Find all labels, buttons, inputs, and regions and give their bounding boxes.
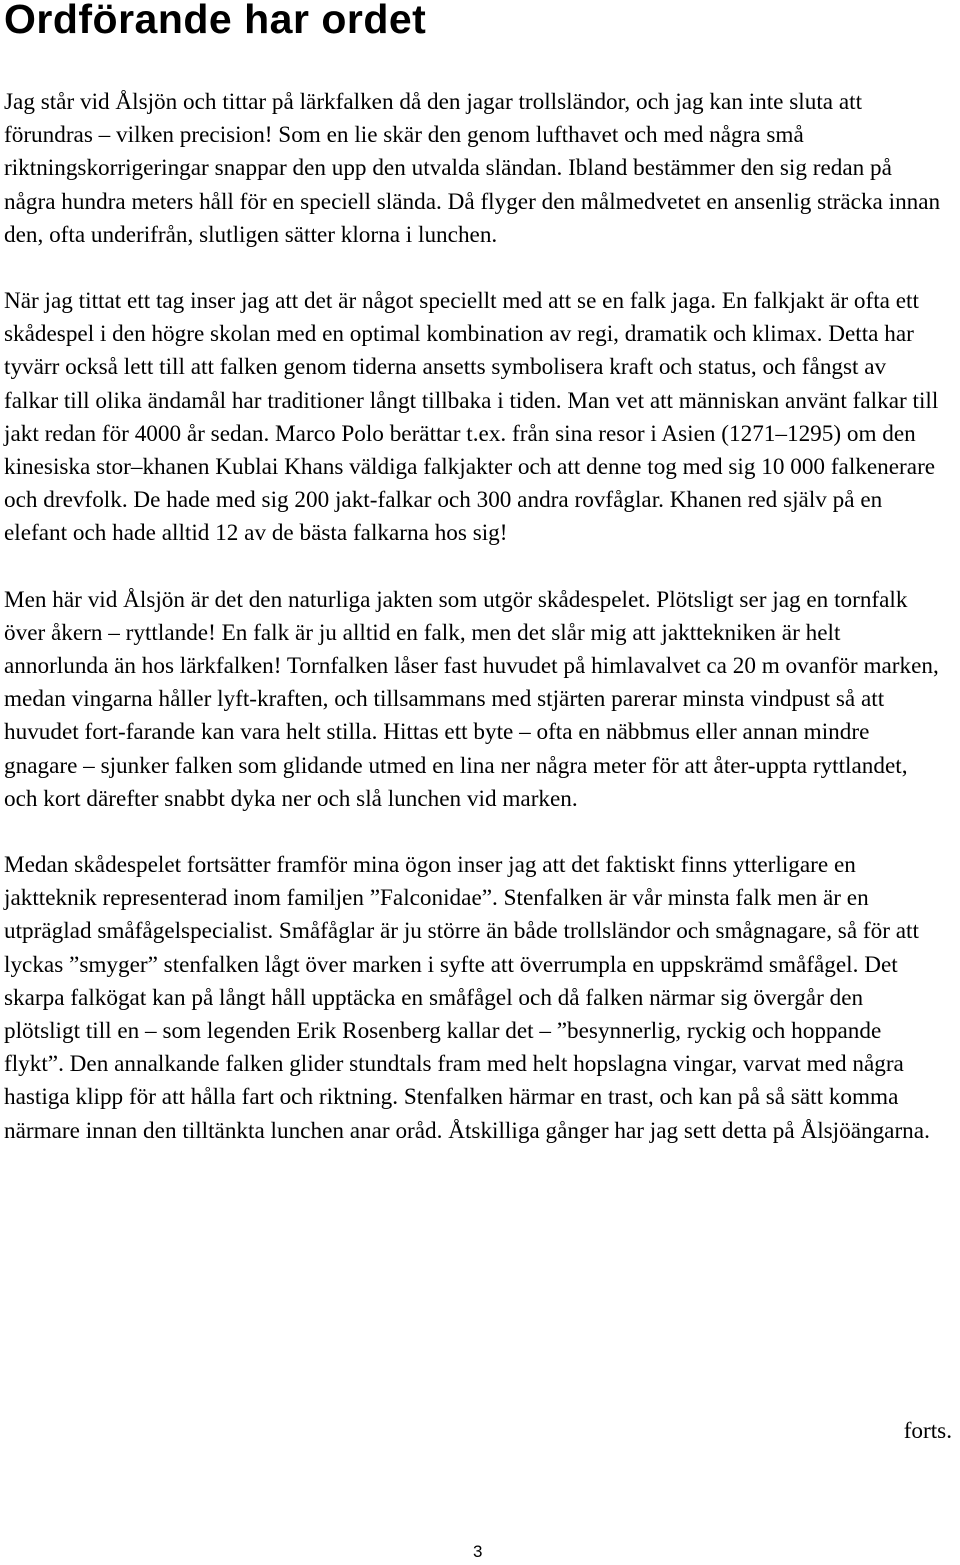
paragraph-spacer xyxy=(4,551,942,584)
paragraph-4: Medan skådespelet fortsätter framför mina ögon inser jag att det faktiskt finns ytterligare en jaktteknik representerad inom familjen ”Falconidae”. Stenfalken är vår minsta falk men är en utpräglad småfågelspecialist. Småfåglar är ju större än både trollsländor och smågnagare, så för att lyckas ”smyger” stenfalken lågt över marken i syfte att överrumpla en uppskrämd småfågel. Det skarpa falkögat kan på långt håll upptäcka en småfågel och då falken närmar sig övergår den plötsligt till en – som legenden Erik Rosenberg kallar det – ”besynnerlig, ryckig och hoppande flykt”. Den annalkande falken glider stundtals fram med helt hopslagna vingar, varvat med några hastiga klipp för att hålla fart och riktning. Stenfalken härmar en trast, och kan på så sätt komma närmare innan den tilltänkta lunchen anar oråd. Åtskilliga gånger har jag sett detta på Ålsjöängarna. xyxy=(4,852,930,1144)
paragraph-2: När jag tittat ett tag inser jag att det är något speciellt med att se en falk jaga. En falkjakt är ofta ett skådespel i den högre skolan med en optimal kombination av regi, dramatik och klimax. Detta har tyvärr också lett till att falken genom tiderna ansetts symbolisera kraft och status, och fångst av falkar till olika ändamål har traditioner långt tillbaka i tiden. Man vet att människan använt falkar till jakt redan för 4000 år sedan. Marco Polo berättar t.ex. från sina resor i Asien (1271–1295) om den kinesiska stor–khanen Kublai Khans väldiga falkjakter och att denne tog med sig 10 000 falkenerare och drevfolk. De hade med sig 200 jakt-falkar och 300 andra rovfåglar. Khanen red själv på en elefant och hade alltid 12 av de bästa falkarna hos sig! xyxy=(4,288,939,547)
paragraph-spacer xyxy=(4,816,942,849)
continuation-note: forts. xyxy=(903,1418,952,1444)
page-number: 3 xyxy=(473,1542,483,1561)
article-body xyxy=(4,86,942,1148)
paragraph-1: Jag står vid Ålsjön och tittar på lärkfalken då den jagar trollsländor, och jag kan inte sluta att förundras – vilken precision! Som en lie skär den genom lufthavet och med några små riktningskorrigeringar snappar den upp den utvalda sländan. Ibland bestämmer den sig redan på några hundra meters håll för en speciell slända. Då flyger den målmedvetet en ansenlig sträcka innan den, ofta underifrån, slutligen sätter klorna i lunchen. xyxy=(4,89,941,248)
paragraph-3: Men här vid Ålsjön är det den naturliga jakten som utgör skådespelet. Plötsligt ser jag en tornfalk över åkern – ryttlande! En falk är ju alltid en falk, men det slår mig att jakttekniken är helt annorlunda än hos lärkfalken! Tornfalken låser fast huvudet på himlavalvet ca 20 m ovanför marken, medan vingarna håller lyft-kraften, och tillsammans med stjärten parerar minsta vindpust så att huvudet fort-farande kan vara helt stilla. Hittas ett byte – ofta en näbbmus eller annan mindre gnagare – sjunker falken som glidande utmed en lina ner några meter för att åter-uppta ryttlandet, och kort därefter snabbt dyka ner och slå lunchen vid marken. xyxy=(4,586,939,812)
page-title: Ordförande har ordet xyxy=(4,0,427,42)
paragraph-spacer xyxy=(4,252,942,285)
